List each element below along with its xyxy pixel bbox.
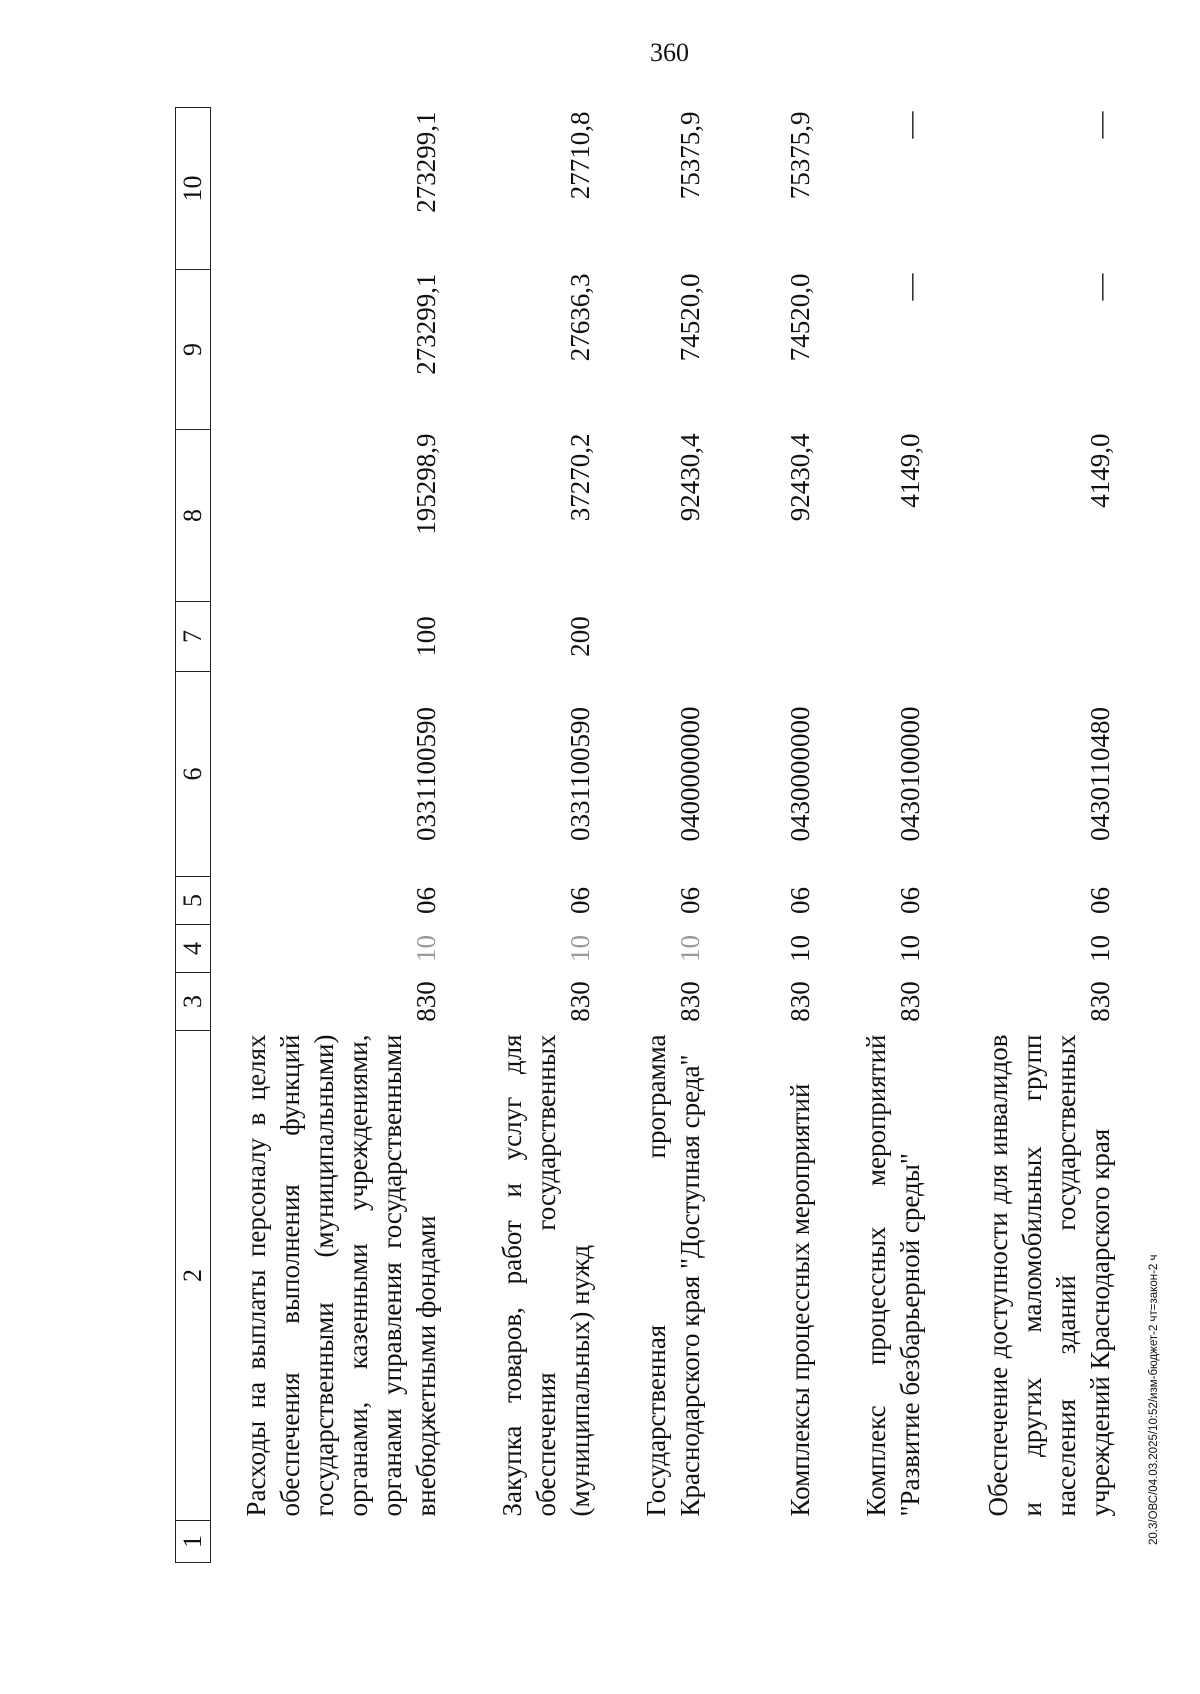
- amount-col10: 75375,9: [675, 111, 705, 200]
- target-article-code: 0400000000: [675, 706, 705, 842]
- amount-col9: 273299,1: [411, 273, 441, 375]
- amount-col8: 92430,4: [785, 433, 815, 522]
- section-code: 10: [675, 935, 705, 962]
- target-article-code: 0430100000: [895, 706, 925, 842]
- admin-code: 830: [565, 981, 595, 1022]
- subsection-code: 06: [1085, 887, 1115, 914]
- column-header: 10: [176, 108, 211, 270]
- row-number-cell: [713, 1521, 823, 1563]
- target-article-code: 0331100590: [565, 707, 595, 841]
- target-article-code: 0430110480: [1085, 707, 1115, 841]
- expense-type-code: [933, 602, 1123, 672]
- column-header: 9: [176, 270, 211, 430]
- amount-col9: —: [1085, 273, 1115, 301]
- amount-col9: —: [895, 273, 925, 301]
- subsection-code: 06: [411, 887, 441, 914]
- table-row: [211, 108, 450, 1563]
- amount-col10: —: [895, 111, 925, 139]
- admin-code: 830: [411, 981, 441, 1022]
- admin-code: 830: [675, 981, 705, 1022]
- expense-type-code: [823, 602, 933, 672]
- admin-code: 830: [895, 981, 925, 1022]
- table-row: [449, 108, 603, 1563]
- amount-col8: 37270,2: [565, 433, 595, 522]
- budget-table: [175, 107, 1123, 1563]
- section-code: 10: [1085, 935, 1115, 962]
- subsection-code: 06: [675, 887, 705, 914]
- column-header: 7: [176, 602, 211, 672]
- row-number-cell: [933, 1521, 1123, 1563]
- amount-col8: 4149,0: [1085, 433, 1115, 508]
- table-row: [933, 108, 1123, 1563]
- amount-col9: 27636,3: [565, 273, 595, 362]
- target-article-code: 0331100590: [411, 707, 441, 841]
- row-name: Комплексы процессных мероприятий: [785, 1083, 815, 1517]
- amount-col9: 74520,0: [675, 273, 705, 362]
- budget-table-container: [175, 108, 1115, 1563]
- table-row: [713, 108, 823, 1563]
- column-header: 4: [176, 925, 211, 973]
- column-header: 5: [176, 877, 211, 925]
- row-name: Государственная программа Краснодарского края "Доступная среда": [641, 1034, 705, 1517]
- column-header: 6: [176, 672, 211, 877]
- section-code: 10: [565, 935, 595, 962]
- amount-col8: 92430,4: [675, 433, 705, 522]
- expense-type-code: [603, 602, 713, 672]
- column-header: 1: [176, 1521, 211, 1563]
- amount-col9: 74520,0: [785, 273, 815, 362]
- target-article-code: 0430000000: [785, 706, 815, 842]
- row-name: Расходы на выплаты персоналу в целях обеспечения выполнения функций государственными (муниципальными) органами, казенными учреждениями, органами управления государственными внебюджетными фондами: [241, 1034, 441, 1517]
- row-number-cell: [449, 1521, 603, 1563]
- document-footer-code: 20.3/ОВС/04.03.2025/10:52/изм-бюджет-2 чт=закон-2 ч: [1148, 1254, 1160, 1545]
- row-number-cell: [823, 1521, 933, 1563]
- section-code: 10: [785, 935, 815, 962]
- subsection-code: 06: [785, 887, 815, 914]
- subsection-code: 06: [895, 887, 925, 914]
- table-row: [823, 108, 933, 1563]
- section-code: 10: [895, 935, 925, 962]
- row-number-cell: [211, 1521, 450, 1563]
- admin-code: 830: [785, 981, 815, 1022]
- row-name: Закупка товаров, работ и услуг для обеспечения государственных (муниципальных) нужд: [497, 1034, 595, 1517]
- section-code: 10: [411, 935, 441, 962]
- amount-col10: 75375,9: [785, 111, 815, 200]
- column-header: 8: [176, 430, 211, 602]
- table-header-row: [176, 108, 211, 1563]
- expense-type-code: 200: [565, 616, 595, 657]
- row-number-cell: [603, 1521, 713, 1563]
- column-header: 3: [176, 973, 211, 1031]
- amount-col8: 4149,0: [895, 433, 925, 508]
- amount-col10: 27710,8: [565, 111, 595, 200]
- row-name: Комплекс процессных мероприятий "Развитие безбарьерной среды": [861, 1034, 925, 1517]
- subsection-code: 06: [565, 887, 595, 914]
- expense-type-code: 100: [411, 616, 441, 657]
- amount-col10: 273299,1: [411, 111, 441, 213]
- page-number: 360: [650, 38, 689, 67]
- admin-code: 830: [1085, 981, 1115, 1022]
- row-name: Обеспечение доступности для инвалидов и других маломобильных групп населения зданий государственных учреждений Краснодарского края: [983, 1034, 1115, 1517]
- column-header: 2: [176, 1031, 211, 1521]
- expense-type-code: [713, 602, 823, 672]
- amount-col8: 195298,9: [411, 433, 441, 535]
- table-row: [603, 108, 713, 1563]
- amount-col10: —: [1085, 111, 1115, 139]
